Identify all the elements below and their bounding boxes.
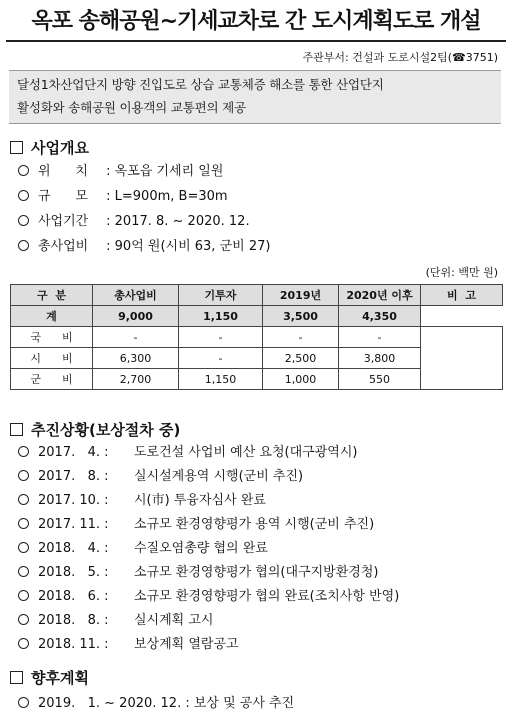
budget-table bbox=[10, 284, 503, 390]
progress-item bbox=[18, 636, 239, 653]
progress-item bbox=[18, 492, 266, 509]
plan-item bbox=[18, 695, 294, 712]
overview-item bbox=[18, 188, 228, 205]
header-category: 구 분 bbox=[11, 285, 93, 306]
table-cell: 1,000 bbox=[263, 369, 339, 390]
table-cell: 국 비 bbox=[11, 327, 93, 348]
table-cell: 군 비 bbox=[11, 369, 93, 390]
circle-bullet-icon bbox=[18, 446, 29, 457]
table-header-row bbox=[11, 285, 503, 306]
progress-date: 2017. 8. : bbox=[38, 469, 109, 484]
table-cell: 3,800 bbox=[339, 348, 421, 369]
overview-label: 위 치 bbox=[38, 164, 88, 179]
overview-label: 규 모 bbox=[38, 189, 88, 204]
circle-bullet-icon bbox=[18, 240, 29, 251]
overview-value: : 옥포읍 기세리 일원 bbox=[106, 164, 224, 179]
header-2019: 2019년 bbox=[263, 285, 339, 306]
circle-bullet-icon bbox=[18, 590, 29, 601]
progress-text: 실시설계용역 시행(군비 추진) bbox=[134, 469, 304, 484]
progress-date: 2017. 4. : bbox=[38, 445, 109, 460]
table-row-total bbox=[11, 306, 503, 327]
progress-date: 2018. 11. : bbox=[38, 637, 109, 652]
progress-item bbox=[18, 612, 213, 629]
department-info: 주관부서: 건설과 도로시설2팀(☎3751) bbox=[302, 51, 498, 64]
progress-text: 소규모 환경영향평가 협의 완료(조치사항 반영) bbox=[134, 589, 400, 604]
table-cell: 계 bbox=[11, 306, 93, 327]
summary-box bbox=[9, 70, 501, 124]
overview-item bbox=[18, 163, 223, 180]
header-total: 총사업비 bbox=[93, 285, 179, 306]
table-row bbox=[11, 327, 503, 348]
header-invested: 기투자 bbox=[179, 285, 263, 306]
circle-bullet-icon bbox=[18, 638, 29, 649]
circle-bullet-icon bbox=[18, 494, 29, 505]
square-bullet-icon bbox=[10, 141, 23, 154]
table-cell: 2,700 bbox=[93, 369, 179, 390]
section-heading-progress bbox=[10, 419, 180, 440]
section-heading-plan bbox=[10, 667, 89, 688]
summary-line: 활성화와 송해공원 이용객의 교통편의 제공 bbox=[17, 100, 246, 115]
progress-text: 실시계획 고시 bbox=[134, 613, 214, 628]
plan-text: 2019. 1. ~ 2020. 12. : 보상 및 공사 추진 bbox=[38, 696, 295, 711]
overview-item bbox=[18, 238, 270, 255]
overview-label: 총사업비 bbox=[38, 239, 89, 254]
table-cell: 1,150 bbox=[179, 369, 263, 390]
progress-item bbox=[18, 564, 378, 581]
summary-line: 달성1차산업단지 방향 진입도로 상습 교통체증 해소를 통한 산업단지 bbox=[17, 77, 384, 92]
overview-value: : 90억 원(시비 63, 군비 27) bbox=[106, 239, 271, 254]
table-cell: 3,500 bbox=[263, 306, 339, 327]
progress-item bbox=[18, 444, 357, 461]
overview-value: : L=900m, B=30m bbox=[106, 189, 228, 204]
header-note: 비 고 bbox=[421, 285, 503, 306]
progress-date: 2018. 4. : bbox=[38, 541, 109, 556]
progress-date: 2017. 10. : bbox=[38, 493, 109, 508]
table-cell: 시 비 bbox=[11, 348, 93, 369]
progress-text: 도로건설 사업비 예산 요청(대구광역시) bbox=[134, 445, 358, 460]
progress-item bbox=[18, 588, 399, 605]
circle-bullet-icon bbox=[18, 470, 29, 481]
progress-text: 소규모 환경영향평가 용역 시행(군비 추진) bbox=[134, 517, 375, 532]
progress-item bbox=[18, 540, 268, 557]
progress-text: 수질오염총량 협의 완료 bbox=[134, 541, 268, 556]
overview-value: : 2017. 8. ~ 2020. 12. bbox=[106, 214, 250, 229]
table-cell: - bbox=[263, 327, 339, 348]
square-bullet-icon bbox=[10, 671, 23, 684]
progress-date: 2017. 11. : bbox=[38, 517, 109, 532]
circle-bullet-icon bbox=[18, 614, 29, 625]
section-heading-text: 향후계획 bbox=[31, 669, 89, 687]
page-title: 옥포 송해공원~기세교차로 간 도시계획도로 개설 bbox=[31, 9, 481, 34]
progress-date: 2018. 8. : bbox=[38, 613, 109, 628]
circle-bullet-icon bbox=[18, 566, 29, 577]
progress-text: 시(市) 투융자심사 완료 bbox=[134, 493, 266, 508]
progress-text: 소규모 환경영향평가 협의(대구지방환경청) bbox=[134, 565, 379, 580]
table-cell: - bbox=[339, 327, 421, 348]
table-cell: - bbox=[93, 327, 179, 348]
overview-label: 사업기간 bbox=[38, 214, 89, 229]
circle-bullet-icon bbox=[18, 215, 29, 226]
table-cell: 9,000 bbox=[93, 306, 179, 327]
budget-unit: (단위: 백만 원) bbox=[425, 266, 498, 279]
table-cell: 1,150 bbox=[179, 306, 263, 327]
header-2020: 2020년 이후 bbox=[339, 285, 421, 306]
title-divider bbox=[6, 40, 506, 42]
progress-item bbox=[18, 468, 303, 485]
table-cell: 2,500 bbox=[263, 348, 339, 369]
circle-bullet-icon bbox=[18, 518, 29, 529]
section-heading-overview bbox=[10, 137, 89, 158]
table-cell-note bbox=[421, 327, 503, 390]
progress-date: 2018. 6. : bbox=[38, 589, 109, 604]
progress-date: 2018. 5. : bbox=[38, 565, 109, 580]
progress-text: 보상계획 열람공고 bbox=[134, 637, 239, 652]
square-bullet-icon bbox=[10, 423, 23, 436]
table-cell: - bbox=[179, 348, 263, 369]
table-cell: - bbox=[179, 327, 263, 348]
circle-bullet-icon bbox=[18, 697, 29, 708]
section-heading-text: 추진상황(보상절차 중) bbox=[31, 421, 181, 439]
circle-bullet-icon bbox=[18, 165, 29, 176]
section-heading-text: 사업개요 bbox=[31, 139, 89, 157]
table-cell: 6,300 bbox=[93, 348, 179, 369]
circle-bullet-icon bbox=[18, 542, 29, 553]
table-cell: 4,350 bbox=[339, 306, 421, 327]
circle-bullet-icon bbox=[18, 190, 29, 201]
progress-item bbox=[18, 516, 374, 533]
table-cell: 550 bbox=[339, 369, 421, 390]
overview-item bbox=[18, 213, 250, 230]
